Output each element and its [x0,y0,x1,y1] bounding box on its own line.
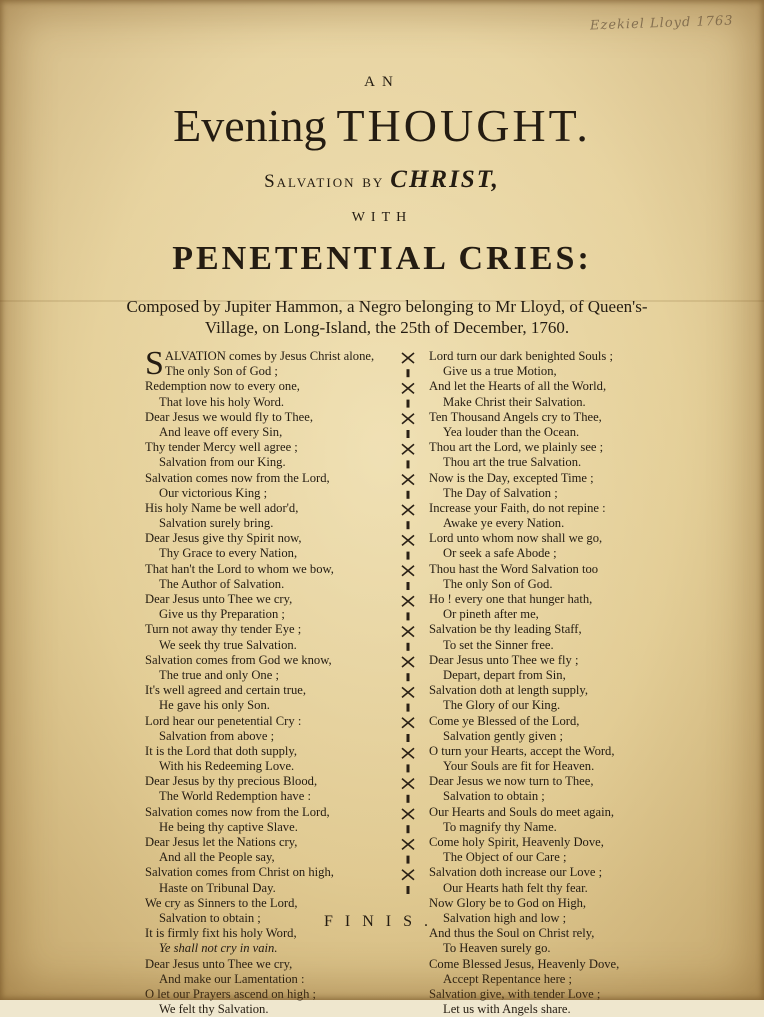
poem-line: Salvation surely bring. [159,516,274,531]
poem-line: That love his holy Word. [159,394,285,409]
poem-line: The only Son of God. [443,576,553,591]
divider-cross [402,535,414,545]
divider-cross [402,809,414,819]
poem-line: Your Souls are fit for Heaven. [443,759,595,774]
poem-line: Salvation comes from Christ on high, [145,865,334,880]
poem-line: Depart, depart from Sin, [443,667,566,682]
divider-cross [402,353,414,363]
poem-line: The Author of Salvation. [159,576,285,591]
poem-line: Or pineth after me, [443,607,539,622]
divider-cross [402,748,414,758]
poem-line: The Object of our Care ; [443,850,567,865]
divider-cross [402,657,414,667]
subtitle-salvation-by: Salvation by [264,171,385,192]
poem-line: Ten Thousand Angels cry to Thee, [429,409,602,424]
poem-line: Give us a true Motion, [443,364,557,379]
main-title-word-evening: Evening [173,100,327,151]
poem-line: Or seek a safe Abode ; [443,546,557,561]
poem-line: To magnify thy Name. [443,819,557,834]
divider-bar [407,764,410,772]
poem-line: It's well agreed and certain true, [145,683,307,698]
divider-bar [407,582,410,590]
divider-ornament-svg [396,350,420,900]
divider-cross [402,596,414,606]
divider-bar [407,825,410,833]
divider-bar [407,704,410,712]
divider-bar [407,856,410,864]
handwritten-annotation: Ezekiel Lloyd 1763 [590,13,735,34]
poem-line: Salvation high and low ; [443,910,567,925]
poem-line: Salvation gently given ; [443,728,563,743]
poem-line: Salvation from above ; [159,728,275,743]
poem-line: Ho ! every one that hunger hath, [429,592,593,606]
poem-line: Thy tender Mercy well agree ; [145,440,298,455]
divider-cross [402,414,414,424]
divider-bar [407,521,410,529]
poem-line: It is firmly fixt his holy Word, [145,926,297,941]
poem-line: Come Blessed Jesus, Heavenly Dove, [429,956,620,971]
poem-line: And thus the Soul on Christ rely, [429,926,595,941]
divider-cross [402,475,414,485]
poem-line: Dear Jesus let the Nations cry, [145,835,298,849]
poem-line: Let us with Angels share. [443,1002,571,1017]
poem-line: Come holy Spirit, Heavenly Dove, [429,835,604,849]
poem-line: O let our Prayers ascend on high ; [145,986,317,1001]
poem-line: Salvation to obtain ; [443,789,545,804]
author-statement: Composed by Jupiter Hammon, a Negro belonging to Mr Lloyd, of Queen's-Village, on Long-Island, the 25th of December, 1760. [126,297,648,337]
subtitle-christ: CHRIST, [390,166,500,193]
subtitle-salvation [0,166,764,194]
poem-line: Thou art the true Salvation. [443,455,582,470]
poem-line: The true and only One ; [159,667,279,682]
poem-line: The only Son of God ; [164,364,278,379]
divider-bar [407,430,410,438]
poem-line: Salvation be thy leading Staff, [429,622,582,637]
divider-cross [402,870,414,880]
poem-line: That han't the Lord to whom we bow, [145,561,334,576]
poem-line: Give us thy Preparation ; [159,607,285,622]
poem-line: We seek thy true Salvation. [159,637,297,652]
poem-line: And let the Hearts of all the World, [429,379,607,394]
main-title [0,98,764,154]
divider-bar [407,673,410,681]
divider-cross [402,383,414,393]
poem-line: The Glory of our King. [443,698,561,713]
poem-line: His holy Name be well ador'd, [145,500,299,515]
divider-cross [402,687,414,697]
poem-line: And make our Lamentation : [159,971,305,986]
poem-line: And all the People say, [159,850,275,865]
poem-line: Thy Grace to every Nation, [159,546,298,561]
poem-line: We felt thy Salvation. [159,1002,269,1017]
finis: FINIS. [323,913,440,930]
poem-line: Our Hearts and Souls do meet again, [429,804,615,819]
divider-cross [402,505,414,515]
poem-line: Increase your Faith, do not repine : [429,500,606,515]
divider-bar [407,795,410,803]
poem-line: O turn your Hearts, accept the Word, [429,743,615,758]
poem-line: Lord unto whom now shall we go, [429,531,603,546]
poem-line: Turn not away thy tender Eye ; [145,622,302,637]
poem-line: Dear Jesus by thy precious Blood, [145,774,318,789]
poem-line: It is the Lord that doth supply, [145,743,298,758]
poem-line: Lord turn our dark benighted Souls ; [429,349,613,363]
poem-line: Yea louder than the Ocean. [443,424,580,439]
poem-line: Lord hear our penetential Cry : [145,713,302,728]
divider-cross [402,839,414,849]
divider-bar [407,643,410,651]
poem-line: Salvation doth increase our Love ; [429,865,603,880]
poem-line: Salvation give, with tender Love ; [429,986,601,1001]
poem-line: Dear Jesus give thy Spirit now, [145,531,302,546]
poem-line: Salvation comes from God we know, [145,652,332,667]
divider-bar [407,460,410,468]
poem-line: With his Redeeming Love. [159,759,295,774]
poem-line: To set the Sinner free. [443,637,554,652]
poem-line: Come ye Blessed of the Lord, [429,713,580,728]
divider-bar [407,612,410,620]
divider-bar [407,491,410,499]
poem-line: The Day of Salvation ; [443,485,558,500]
poem-line: Make Christ their Salvation. [443,394,586,409]
divider-cross [402,718,414,728]
divider-bar [407,552,410,560]
poem-line: We cry as Sinners to the Lord, [145,895,298,910]
poem-line: Dear Jesus we now turn to Thee, [429,774,594,789]
poem-line: Haste on Tribunal Day. [159,880,276,895]
poem-line: Dear Jesus unto Thee we fly ; [429,652,579,667]
title-an: AN [364,74,400,90]
divider-cross [402,566,414,576]
subtitle-with: WITH [351,210,413,225]
poem-line: Thou hast the Word Salvation too [429,561,599,576]
divider-cross [402,779,414,789]
poem-line: Dear Jesus unto Thee we cry, [145,592,293,606]
drop-cap: S [145,345,164,382]
main-title-word-thought: THOUGHT. [336,100,591,151]
poem-line: Salvation comes now from the Lord, [145,804,330,819]
divider-bar [407,400,410,408]
poem-line: Dear Jesus unto Thee we cry, [145,956,293,971]
poem-line: To Heaven surely go. [443,941,551,956]
divider-bar [407,369,410,377]
poem-line: Salvation doth at length supply, [429,683,589,698]
poem-line: He being thy captive Slave. [159,819,298,834]
poem-line: Redemption now to every one, [145,379,300,394]
poem-line: Our Hearts hath felt thy fear. [443,880,588,895]
poem-line: Thou art the Lord, we plainly see ; [429,440,604,455]
poem-line: The World Redemption have : [159,789,311,804]
poem-line: Salvation from our King. [159,455,286,470]
divider-bar [407,734,410,742]
divider-cross [402,444,414,454]
poem-line: Dear Jesus we would fly to Thee, [145,409,313,424]
poem-line: Salvation to obtain ; [159,910,261,925]
poem-line: And leave off every Sin, [159,424,283,439]
poem-line: He gave his only Son. [159,698,270,713]
poem-line: Salvation comes now from the Lord, [145,470,330,485]
divider-cross [402,627,414,637]
poem-line: Ye shall not cry in vain. [159,941,278,956]
poem-line-text: ALVATION comes by Jesus Christ alone, [164,349,375,363]
poem-line: Accept Repentance here ; [443,971,573,986]
divider-bar [407,886,410,894]
poem-line: Our victorious King ; [159,485,268,500]
subtitle-penetential-cries: PENETENTIAL CRIES: [172,240,592,277]
poem-line: Now Glory be to God on High, [429,895,587,910]
poem-line: Awake ye every Nation. [443,516,565,531]
poem-line: Now is the Day, excepted Time ; [429,470,594,485]
column-divider-ornament [396,350,420,900]
